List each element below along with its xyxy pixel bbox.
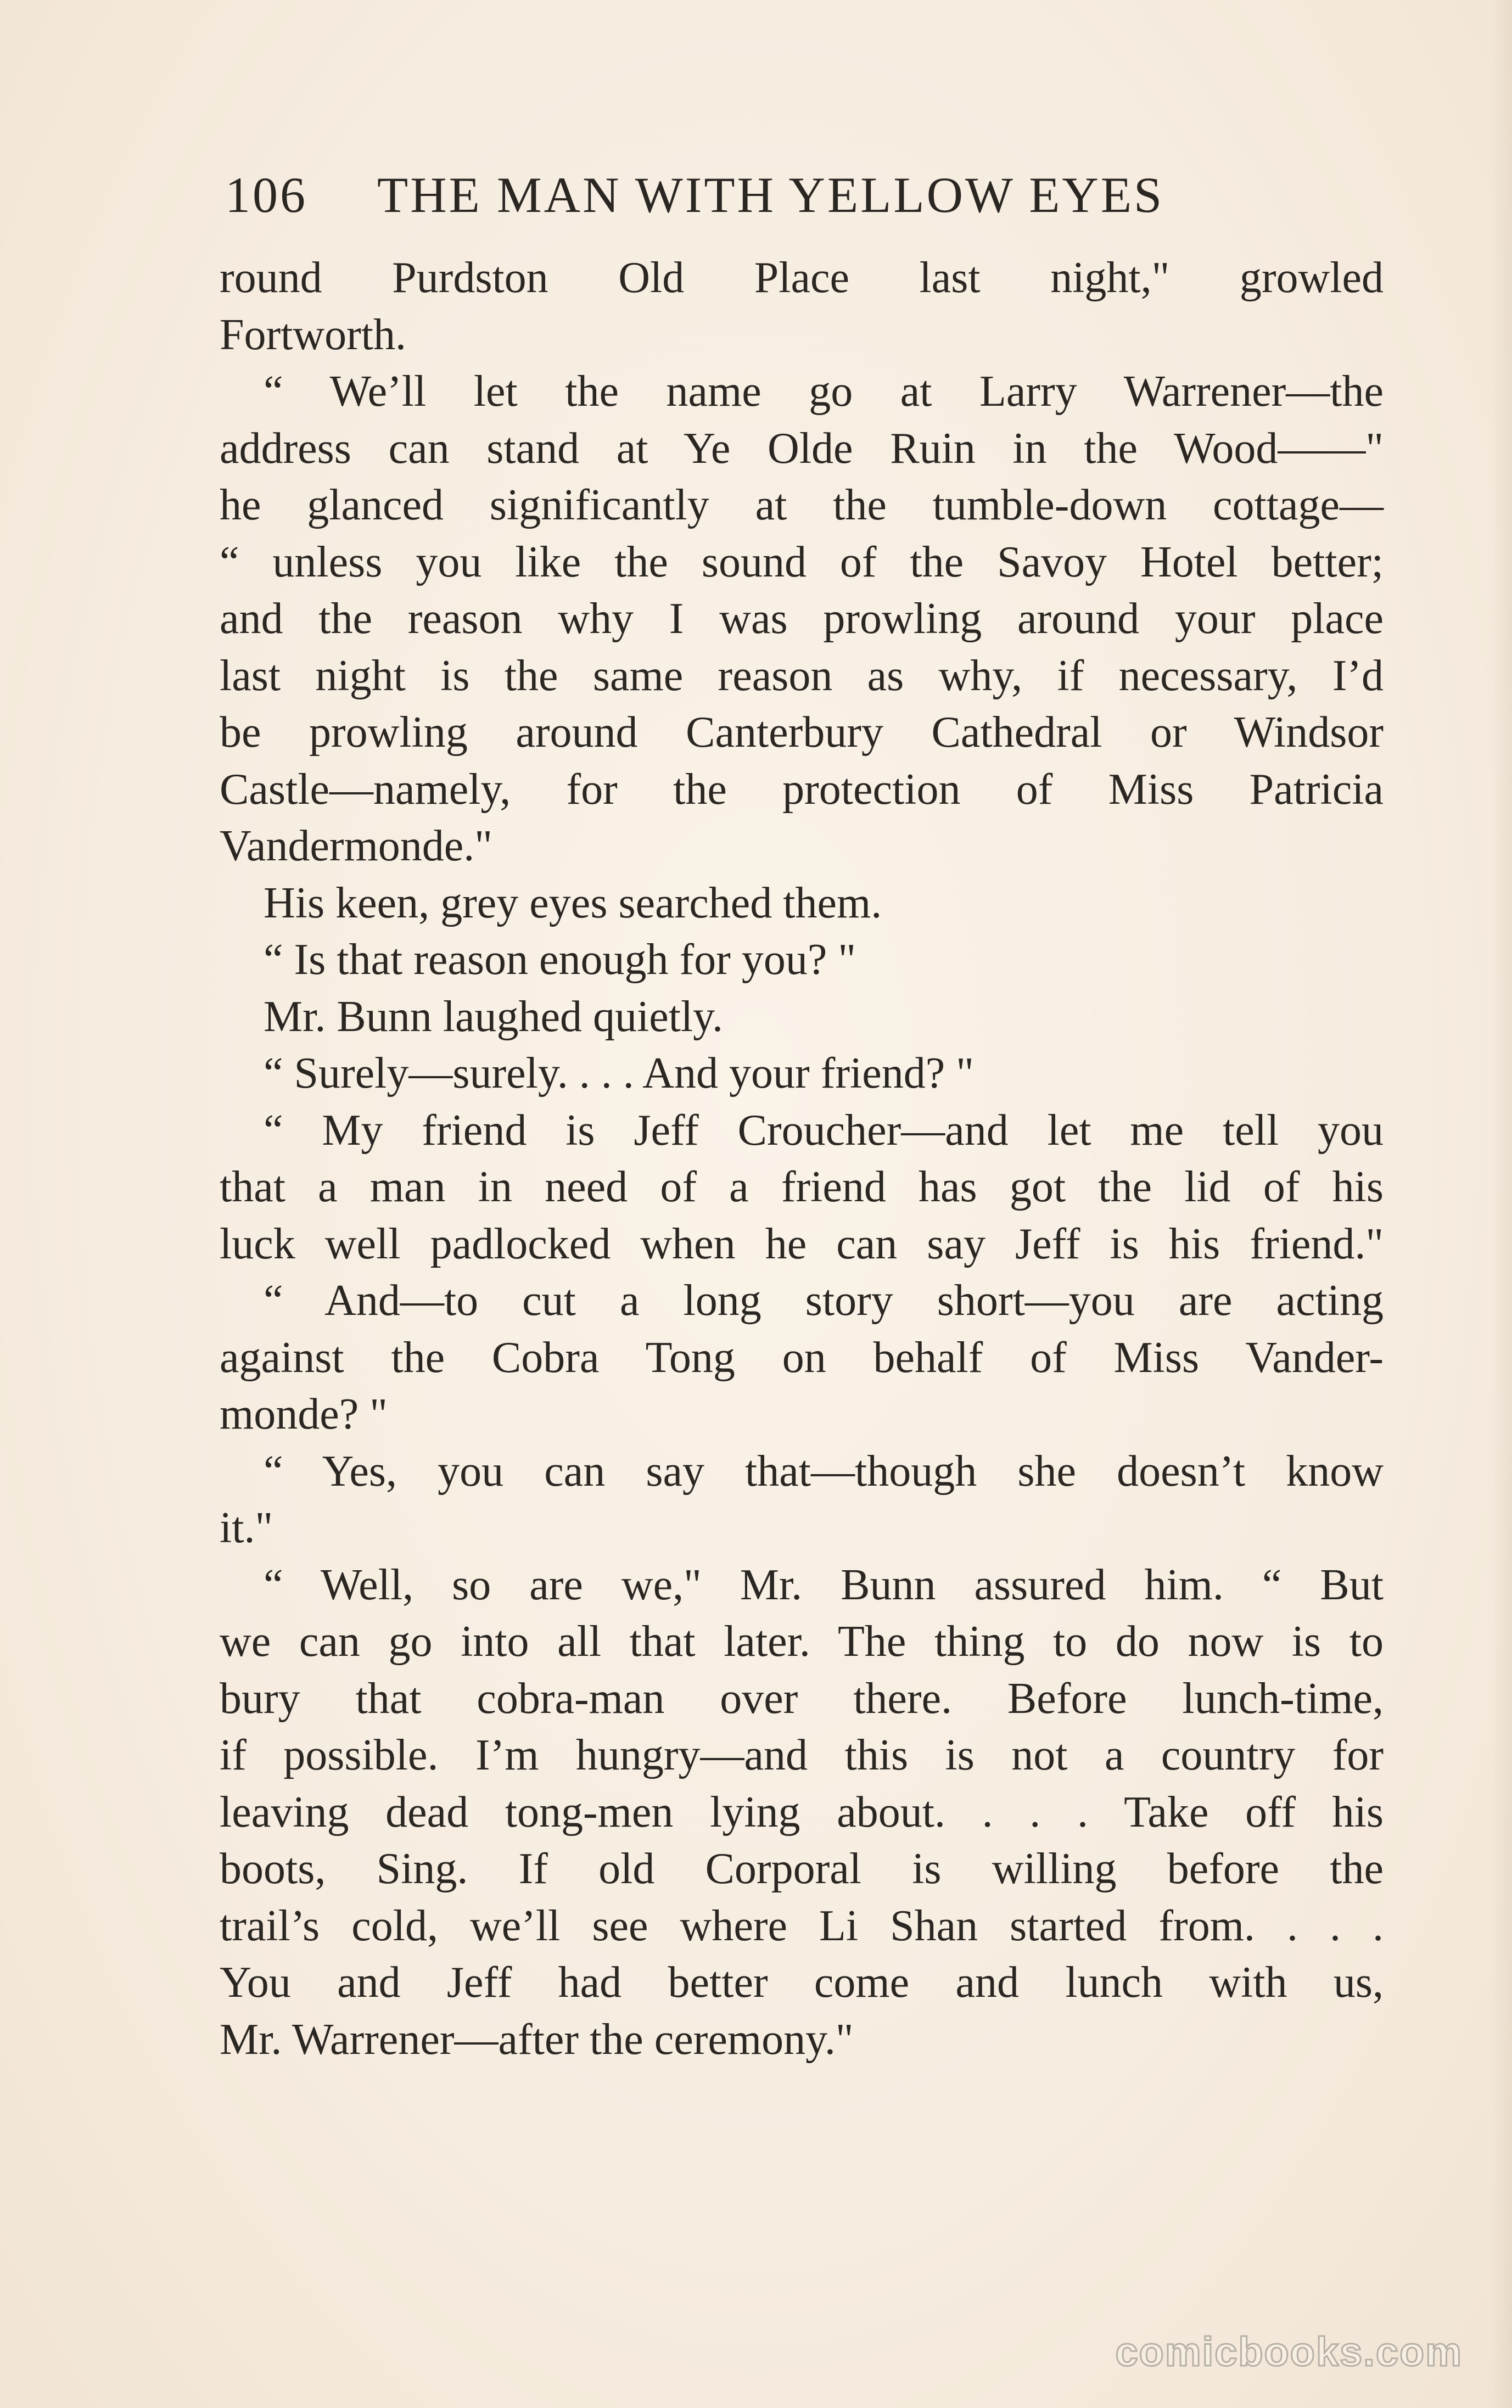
text-line: Vandermonde."	[220, 822, 492, 870]
text-line: “ My friend is Jeff Croucher—and let me tell you	[264, 1106, 1384, 1155]
running-title: THE MAN WITH YELLOW EYES	[377, 167, 1164, 223]
text-line: monde? "	[220, 1390, 388, 1438]
text-line: “ Is that reason enough for you? "	[264, 936, 856, 984]
text-line: if possible. I’m hungry—and this is not a country for	[220, 1731, 1384, 1779]
text-line: “ We’ll let the name go at Larry Warrener—the	[264, 367, 1384, 416]
text-line: address can stand at Ye Olde Ruin in the Wood——"	[220, 424, 1384, 473]
text-line: “ Surely—surely. . . . And your friend? "	[264, 1049, 974, 1097]
running-header	[225, 159, 1378, 231]
body-text	[220, 250, 1384, 2068]
text-line: against the Cobra Tong on behalf of Miss Vander-	[220, 1333, 1384, 1382]
text-line: “ Well, so are we," Mr. Bunn assured him. “ But	[264, 1560, 1384, 1609]
text-line: “ unless you like the sound of the Savoy Hotel better;	[220, 537, 1384, 586]
text-line: and the reason why I was prowling around your place	[220, 595, 1384, 643]
text-line: bury that cobra-man over there. Before lunch-time,	[220, 1674, 1384, 1723]
text-line: Mr. Bunn laughed quietly.	[264, 992, 723, 1041]
text-line: Mr. Warrener—after the ceremony."	[220, 2015, 854, 2064]
text-line: You and Jeff had better come and lunch with us,	[220, 1958, 1384, 2007]
text-line: His keen, grey eyes searched them.	[264, 878, 882, 927]
page-number: 106	[225, 167, 307, 223]
text-line: trail’s cold, we’ll see where Li Shan started from. . . .	[220, 1901, 1384, 1950]
text-line: “ And—to cut a long story short—you are acting	[264, 1276, 1384, 1325]
text-line: Fortworth.	[220, 310, 406, 359]
text-line: it."	[220, 1504, 273, 1552]
text-line: he glanced significantly at the tumble-down cottage—	[220, 481, 1384, 529]
text-line: we can go into all that later. The thing to do now is to	[220, 1617, 1384, 1666]
text-line: “ Yes, you can say that—though she doesn’t know	[264, 1447, 1384, 1496]
text-line: luck well padlocked when he can say Jeff is his friend."	[220, 1219, 1384, 1268]
text-line: boots, Sing. If old Corporal is willing before the	[220, 1845, 1384, 1893]
text-line: leaving dead tong-men lying about. . . . Take off his	[220, 1788, 1384, 1836]
watermark: comicbooks.com	[1115, 2329, 1463, 2375]
text-line: that a man in need of a friend has got the lid of his	[220, 1163, 1384, 1211]
text-line: round Purdston Old Place last night," growled	[220, 254, 1384, 302]
text-line: last night is the same reason as why, if necessary, I’d	[220, 651, 1384, 700]
text-line: be prowling around Canterbury Cathedral or Windsor	[220, 708, 1384, 757]
text-line: Castle—namely, for the protection of Miss Patricia	[220, 765, 1384, 814]
page-edge-shadow	[1490, 0, 1512, 2408]
